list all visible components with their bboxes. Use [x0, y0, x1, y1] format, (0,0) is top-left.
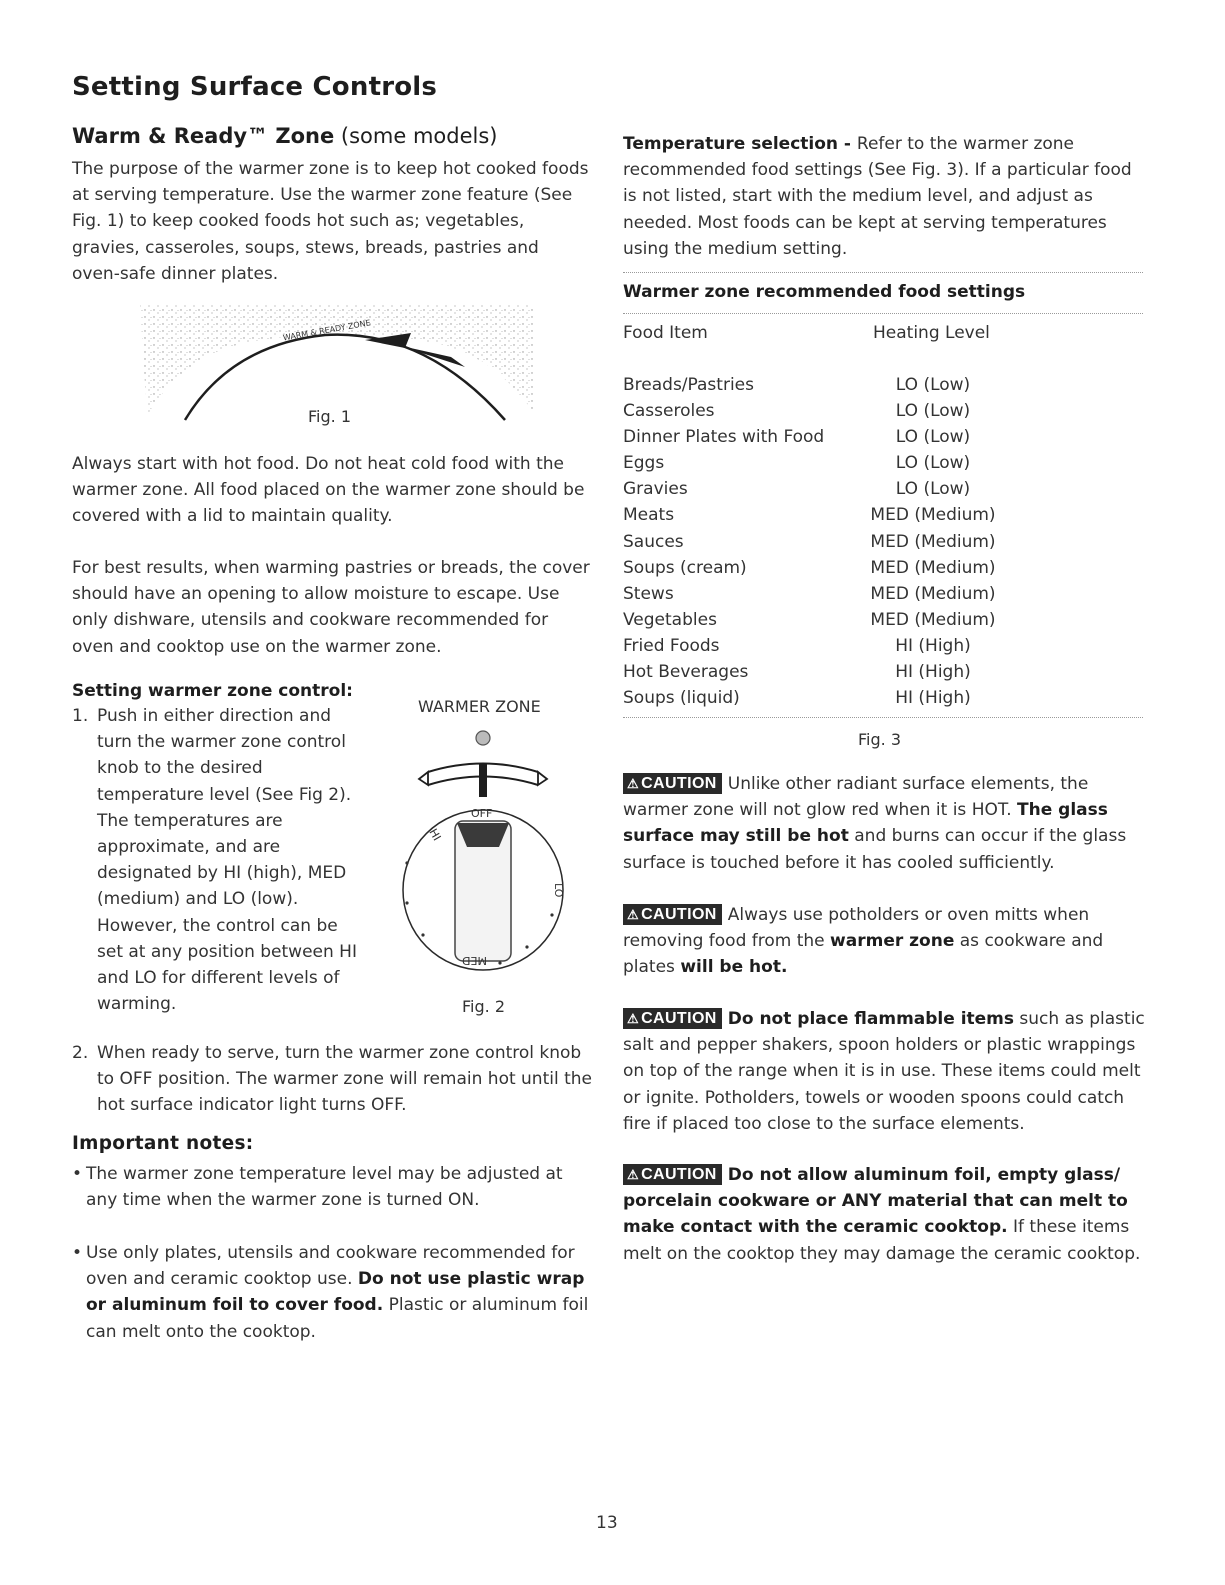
page-title: Setting Surface Controls: [72, 72, 438, 102]
step-1: [72, 703, 357, 1017]
heating-level-cell: LO (Low): [895, 479, 971, 500]
food-item-cell: Soups (cream): [623, 557, 747, 578]
caution-1-text-a: Unlike other radiant surface elements, the warmer zone will not glow red when it is HOT.: [623, 774, 1089, 821]
caution-3-emphasis: Do not place flammable items: [727, 1009, 1015, 1029]
table-row: [623, 633, 998, 659]
caution-badge-label: CAUTION: [641, 1010, 717, 1027]
heating-level-cell: LO (Low): [895, 427, 971, 448]
heating-level-cell: MED (Medium): [870, 583, 996, 604]
fig2-hi-label: HI: [426, 826, 444, 844]
food-item-cell: Breads/Pastries: [623, 375, 754, 395]
temperature-selection-text: Refer to the warmer zone recommended food settings (See Fig. 3). If a particular food is not listed, start with the medium level, and adjust as needed. Most foods can be kept at serving temperatures using the medium setting.: [623, 134, 1132, 259]
heating-level-cell: LO (Low): [895, 401, 971, 422]
heating-level-cell: MED (Medium): [870, 505, 996, 526]
warning-triangle-icon: ⚠: [627, 776, 640, 791]
heating-level-cell: HI (High): [895, 662, 971, 683]
food-item-cell: Casseroles: [623, 401, 715, 422]
heating-level-cell: LO (Low): [895, 375, 971, 395]
table-row: [623, 424, 998, 450]
setting-control-heading: Setting warmer zone control:: [72, 681, 353, 701]
table-row: [623, 398, 998, 424]
fig3-caption: Fig. 3: [858, 730, 901, 749]
food-item-cell: Vegetables: [623, 609, 717, 630]
table-row: [623, 659, 998, 685]
intro-paragraph: The purpose of the warmer zone is to keep hot cooked foods at serving temperature. Use the warmer zone feature (See Fig. 1) to keep cooked foods hot such as; vegetables, gravies, casseroles, soups, stews, breads, pastries and oven-safe dinner plates.: [72, 159, 589, 284]
table-row: [623, 476, 998, 502]
heating-level-cell: MED (Medium): [870, 531, 996, 552]
caution-2-text-a: Always use potholders or oven mitts when removing food from the: [623, 905, 1090, 952]
table-row: [623, 555, 998, 581]
table-bottom-rule: [623, 717, 1143, 718]
caution-1-text-c: and burns can occur if the glass surface is touched before it has cooled sufficiently.: [623, 826, 1127, 873]
fig2-title: WARMER ZONE: [418, 697, 541, 716]
fig2-lo-label: LO: [552, 883, 565, 898]
warning-triangle-icon: ⚠: [627, 1167, 640, 1182]
food-item-cell: Soups (liquid): [623, 688, 740, 709]
fig2-caption: Fig. 2: [462, 997, 505, 1016]
warning-triangle-icon: ⚠: [627, 1011, 640, 1026]
table-row: [623, 685, 998, 711]
table-row: [623, 372, 998, 398]
table-header-row: [623, 320, 990, 346]
step-2: [72, 1040, 592, 1119]
table-header-food: Food Item: [623, 323, 708, 343]
food-item-cell: Meats: [623, 505, 675, 526]
table-top-rule: [623, 272, 1143, 273]
important-note-2-warning: Do not use plastic wrap or aluminum foil to cover food.: [86, 1269, 585, 1316]
important-note-1-text: The warmer zone temperature level may be adjusted at any time when the warmer zone is turned ON.: [86, 1164, 563, 1211]
section-heading-note: (some models): [340, 124, 498, 148]
food-item-cell: Hot Beverages: [623, 662, 749, 683]
table-body: [623, 372, 998, 711]
important-note-1: • The warmer zone temperature level may be adjusted at any time when the warmer zone is turned ON.: [72, 1161, 592, 1213]
important-note-2-text-c: Plastic or aluminum foil can melt onto the cooktop.: [86, 1295, 589, 1342]
fig2-off-label: OFF: [471, 807, 493, 820]
caution-4: [623, 1162, 1148, 1267]
section-heading-bold: Warm & Ready™ Zone: [72, 124, 335, 148]
temperature-selection-paragraph: [623, 131, 1148, 262]
table-row: [623, 502, 998, 528]
caution-badge: [623, 773, 722, 794]
paragraph-hot-food: Always start with hot food. Do not heat cold food with the warmer zone. All food placed on the warmer zone should be covered with a lid to maintain quality.: [72, 454, 585, 527]
table-header-level: Heating Level: [873, 323, 990, 343]
food-item-cell: Dinner Plates with Food: [623, 427, 825, 448]
caution-1-emphasis: The glass surface may still be hot: [623, 800, 1108, 847]
fig2-med-label: MED: [462, 954, 487, 967]
food-item-cell: Gravies: [623, 479, 688, 500]
heating-level-cell: HI (High): [895, 688, 971, 709]
caution-badge: [623, 1164, 722, 1185]
paragraph-best-results: For best results, when warming pastries or breads, the cover should have an opening to allow moisture to escape. Use only dishware, utensils and cookware recommended for oven and cooktop use on the warmer zone.: [72, 558, 590, 657]
caution-badge-label: CAUTION: [641, 906, 717, 923]
caution-badge-label: CAUTION: [641, 1166, 717, 1183]
caution-4-text: If these items melt on the cooktop they may damage the ceramic cooktop.: [623, 1217, 1141, 1264]
heating-level-cell: LO (Low): [895, 453, 971, 474]
caution-badge-label: CAUTION: [641, 775, 717, 792]
caution-3: [623, 1006, 1148, 1137]
heating-level-cell: HI (High): [895, 635, 971, 656]
important-note-2-text-a: Use only plates, utensils and cookware recommended for oven and ceramic cooktop use.: [86, 1243, 575, 1290]
warm-ready-zone-figure: [135, 295, 545, 425]
food-item-cell: Sauces: [623, 531, 684, 552]
important-note-2: • Use only plates, utensils and cookware recommended for oven and ceramic cooktop use. Do not use plastic wrap or aluminum foil to cover food. Plastic or aluminum foil can melt onto the cooktop.: [72, 1243, 589, 1342]
table-row: [623, 581, 998, 607]
step-2-number: 2.: [72, 1043, 89, 1063]
page-number: 13: [596, 1513, 618, 1533]
step-2-text: When ready to serve, turn the warmer zone control knob to OFF position. The warmer zone will remain hot until the hot surface indicator light turns OFF.: [97, 1043, 593, 1116]
table-row: [623, 529, 998, 555]
step-1-number: 1.: [72, 706, 89, 726]
caution-2-text-c: as cookware and plates: [623, 931, 1104, 978]
table-row: [623, 450, 998, 476]
fig1-zone-label: WARM & READY ZONE: [282, 318, 372, 343]
caution-badge: [623, 1008, 722, 1029]
heating-level-cell: MED (Medium): [870, 609, 996, 630]
important-notes-heading: Important notes:: [72, 1133, 254, 1154]
table-title: Warmer zone recommended food settings: [623, 282, 1026, 302]
step-1-text: Push in either direction and turn the warmer zone control knob to the desired temperature level (See Fig 2). The temperatures are approximate, and are designated by HI (high), MED (medium) and LO (low). However, the control can be set at any position between HI and LO for different levels of warming.: [97, 706, 357, 1015]
temperature-selection-lead: Temperature selection -: [623, 134, 857, 154]
caution-1: [623, 771, 1148, 876]
heating-level-cell: MED (Medium): [870, 557, 996, 578]
warning-triangle-icon: ⚠: [627, 907, 640, 922]
caution-4-emphasis: Do not allow aluminum foil, empty glass/ porcelain cookware or ANY material that can melt to make contact with the ceramic cooktop.: [623, 1165, 1128, 1238]
table-row: [623, 607, 998, 633]
caution-2: [623, 902, 1148, 981]
food-item-cell: Fried Foods: [623, 635, 720, 656]
fig1-caption: Fig. 1: [308, 407, 351, 426]
warmer-zone-knob-figure: [395, 725, 570, 985]
section-heading: [72, 124, 497, 148]
food-item-cell: Eggs: [623, 453, 665, 474]
food-item-cell: Stews: [623, 583, 674, 604]
caution-3-text: such as plastic salt and pepper shakers, spoon holders or plastic wrappings on top of the range when it is in use. These items could melt or ignite. Potholders, towels or wooden spoons could catch fire if placed too close to the surface elements.: [623, 1009, 1145, 1134]
table-header-rule: [623, 313, 1143, 314]
caution-2-emphasis-zone: warmer zone: [830, 931, 955, 952]
caution-badge: [623, 904, 722, 925]
caution-2-emphasis-hot: will be hot.: [680, 957, 788, 978]
